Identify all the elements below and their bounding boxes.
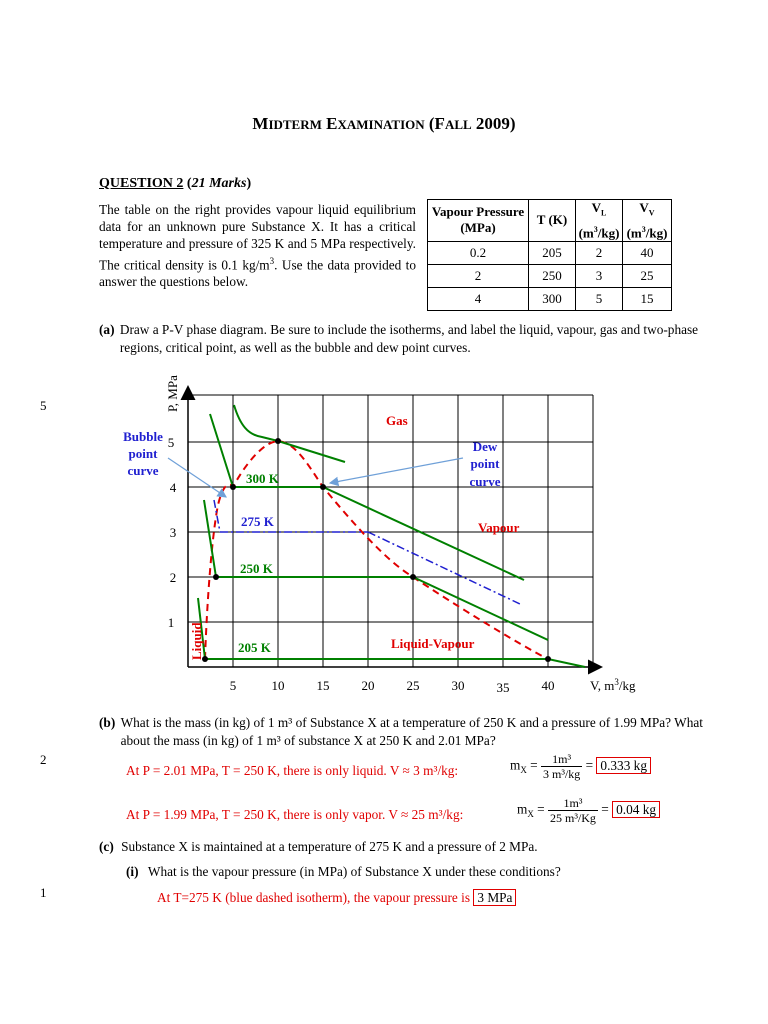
intro-paragraph: The table on the right provides vapour liquid equilibrium data for an unknown pure Substance X. It has a critical temperature and pressure of 325 K and 5 MPa respectively. The critical density is 0.1 $kg/m^3$. Use the data provided to answer the questions below. [99, 202, 416, 290]
answer-box-2: 0.04 kg [612, 801, 660, 818]
y-axis-label: P, MPa [165, 375, 180, 412]
table-cell: 3 [576, 264, 623, 287]
table-cell: 300 [529, 287, 576, 310]
y-tick: 3 [169, 525, 177, 540]
x-tick: 5 [229, 678, 237, 693]
isotherm-275k-label: 275 K [241, 514, 274, 529]
part-b: (b) What is the mass (in kg) of 1 m³ of Substance X at a temperature of 250 K and a pressure of 1.99 MPa? What about the mass (in kg) of 1 m³ of substance X at 250 K and 2.01 MPa? [99, 715, 703, 748]
header-temperature: T (K) [529, 200, 576, 242]
part-b-equation-1: $m_X$ = $\frac{\text{1m³}}{\text{3 m³/kg}}$ = 0.333 kg [510, 752, 651, 781]
x-tick: 40 [541, 678, 555, 693]
header-vapour-pressure: Vapour Pressure (MPa) [428, 200, 529, 242]
isotherm-300k-label: 300 K [246, 471, 279, 486]
table-cell: 250 [529, 264, 576, 287]
x-tick: 10 [271, 678, 285, 693]
y-tick: 1 [167, 615, 175, 630]
table-cell: 2 [428, 264, 529, 287]
bubble-arrow [168, 458, 226, 497]
isotherm-250k-label: 250 K [240, 561, 273, 576]
gas-label: Gas [386, 413, 408, 428]
bubble-label-3: curve [127, 463, 159, 478]
bubble-label: Bubble [123, 429, 163, 444]
x-tick-labels [230, 678, 555, 695]
margin-mark-c: 1 [40, 885, 47, 900]
table-cell: 2 [576, 241, 623, 264]
part-a: (a) Draw a P-V phase diagram. Be sure to include the isotherms, and label the liquid, vapour, gas and two-phase regions, critical point, as well as the bubble and dew point curves. [99, 322, 699, 355]
table-cell: 15 [623, 287, 672, 310]
table-cell: 205 [529, 241, 576, 264]
liquid-vapour-label: Liquid-Vapour [391, 636, 475, 651]
answer-box-3: 3 MPa [473, 889, 516, 906]
margin-mark-b: 2 [40, 752, 47, 767]
question-heading: QUESTION 2 (21 Marks) [99, 176, 252, 191]
x-tick: 30 [451, 678, 465, 693]
liquid-label: Liquid [189, 622, 204, 660]
isotherm-205k-label: 205 K [238, 640, 271, 655]
dew-label-2: point [470, 456, 500, 471]
x-tick: 35 [496, 680, 510, 695]
bubble-label-2: point [128, 446, 158, 461]
x-axis-label: V, $m^3/kg$ [590, 677, 636, 693]
part-b-answer-2: At P = 1.99 MPa, T = 250 K, there is only vapor. V ≈ 25 m³/kg: [126, 807, 464, 822]
table-cell: 40 [623, 241, 672, 264]
x-tick: 20 [361, 678, 375, 693]
table-cell: 25 [623, 264, 672, 287]
y-tick-labels [168, 435, 177, 630]
header-vl: $V_L$ $(m^3/kg)$ [576, 200, 623, 242]
dew-label-3: curve [469, 474, 501, 489]
y-tick: 4 [169, 480, 177, 495]
region-labels [123, 413, 520, 660]
answer-box-1: 0.333 kg [596, 757, 651, 774]
x-tick: 25 [406, 678, 420, 693]
dew-arrow [330, 458, 463, 483]
header-vv: $V_V$ $(m^3/kg)$ [623, 200, 672, 242]
part-c: (c) Substance X is maintained at a temperature of 275 K and a pressure of 2 MPa. [99, 839, 538, 854]
table-cell: 4 [428, 287, 529, 310]
isotherms-green [198, 405, 585, 667]
vapour-label: Vapour [478, 520, 520, 535]
y-tick: 5 [167, 435, 175, 450]
x-tick: 15 [316, 678, 330, 693]
table-cell: 5 [576, 287, 623, 310]
part-b-equation-2: $m_X$ = $\frac{\text{1m³}}{\text{25 m³/Kg}}$ = 0.04 kg [517, 796, 660, 825]
margin-mark-a: 5 [40, 398, 47, 413]
page-title: MIDTERM EXAMINATION (FALL 2009) [252, 114, 516, 133]
part-b-answer-1: At P = 2.01 MPa, T = 250 K, there is only liquid. V ≈ 3 m³/kg: [126, 763, 459, 778]
grid [188, 395, 593, 667]
dew-label: Dew [472, 439, 498, 454]
table-cell: 0.2 [428, 241, 529, 264]
part-c-i-answer: At T=275 K (blue dashed isotherm), the vapour pressure is 3 MPa [157, 889, 516, 907]
y-tick: 2 [169, 570, 177, 585]
part-c-i: (i) What is the vapour pressure (in MPa) of Substance X under these conditions? [126, 864, 561, 879]
